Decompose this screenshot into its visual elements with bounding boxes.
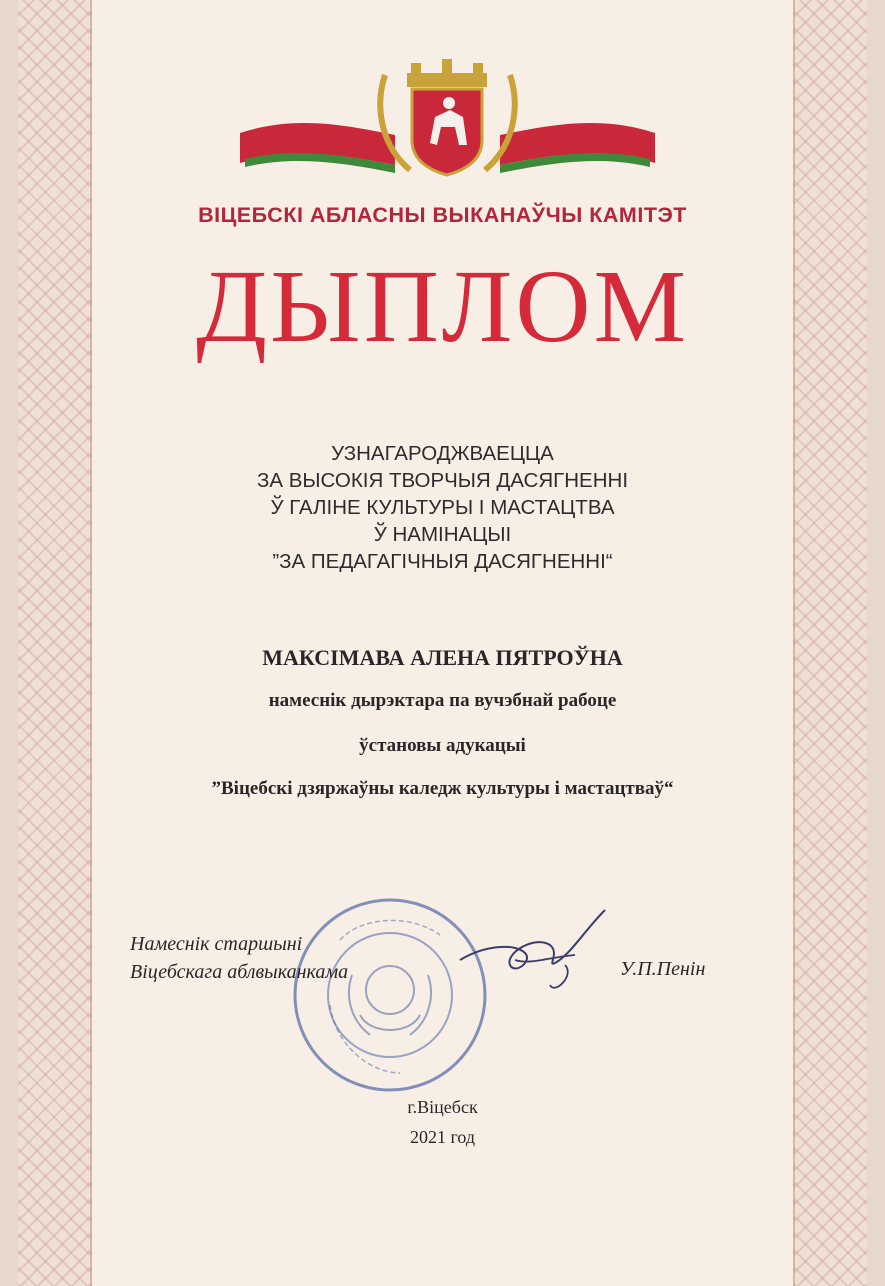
award-statement xyxy=(0,440,885,575)
vitebsk-coat-of-arms-icon xyxy=(235,55,660,180)
issue-year: 2021 год xyxy=(409,1127,476,1147)
award-line: УЗНАГАРОДЖВАЕЦЦА xyxy=(331,442,554,465)
recipient-name: МАКСІМАВА АЛЕНА ПЯТРОЎНА xyxy=(262,645,623,670)
award-line: ”ЗА ПЕДАГАГІЧНЫЯ ДАСЯГНЕННІ“ xyxy=(272,550,613,573)
issuing-organization: ВІЦЕБСКІ АБЛАСНЫ ВЫКАНАЎЧЫ КАМІТЭТ xyxy=(198,203,687,227)
diploma-title: ДЫПЛОМ xyxy=(196,249,689,364)
recipient-institution-type: ўстановы адукацыі xyxy=(359,735,526,756)
issue-place: г.Віцебск xyxy=(407,1097,478,1117)
recipient-position: намеснік дырэктара па вучэбнай рабоце xyxy=(268,690,617,711)
signatory-title-line: Віцебскага аблвыканкама xyxy=(130,961,349,983)
signatory-title-line: Намеснік старшыні xyxy=(130,933,303,955)
award-line: ЗА ВЫСОКІЯ ТВОРЧЫЯ ДАСЯГНЕННІ xyxy=(256,469,629,492)
signatory-name: У.П.Пенін xyxy=(620,958,706,980)
award-line: Ў НАМІНАЦЫІ xyxy=(373,523,512,546)
handwritten-signature-icon xyxy=(455,905,615,1000)
award-line: Ў ГАЛІНЕ КУЛЬТУРЫ І МАСТАЦТВА xyxy=(270,496,615,519)
place-and-date xyxy=(0,1092,885,1152)
recipient-institution-name: ”Віцебскі дзяржаўны каледж культуры і мастацтваў“ xyxy=(211,778,674,799)
signatory-title xyxy=(130,930,348,986)
